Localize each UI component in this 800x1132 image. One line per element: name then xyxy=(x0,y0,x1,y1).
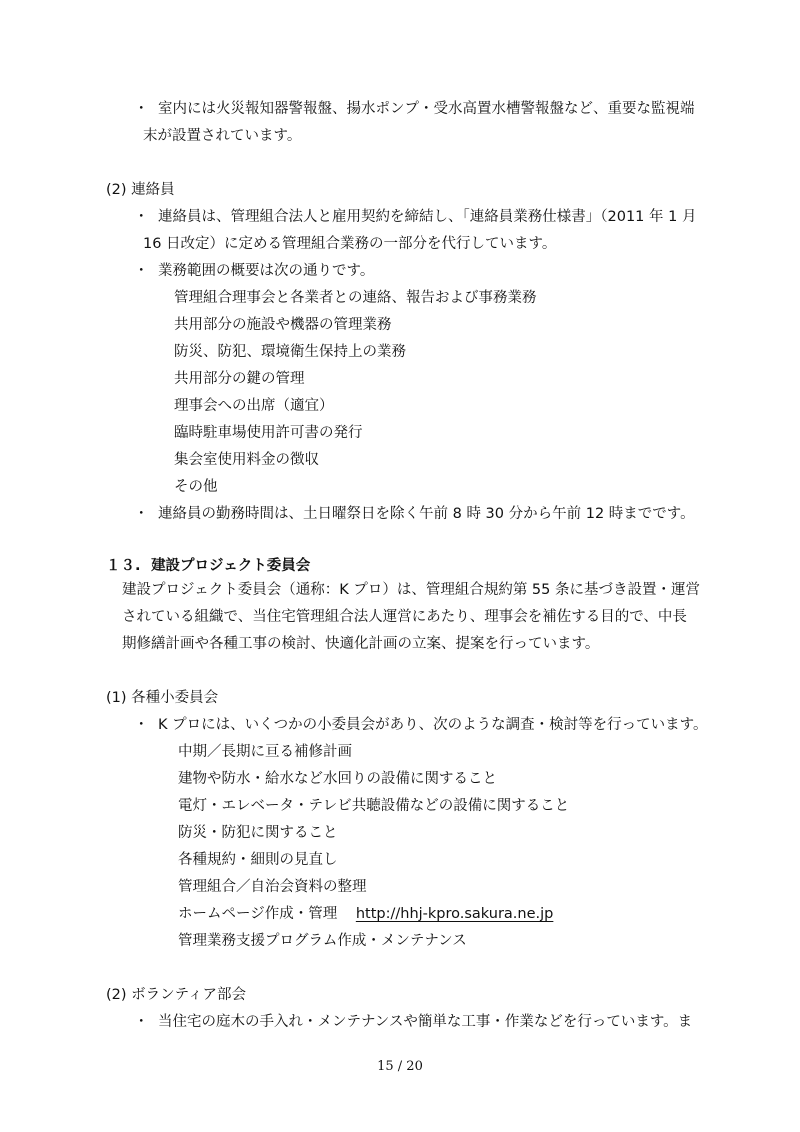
list-item: 共用部分の鍵の管理 xyxy=(174,371,305,387)
para-line: されている組織で、当住宅管理組合法人運営にあたり、理事会を補佐する目的で、中長 xyxy=(122,609,687,625)
list-item xyxy=(178,904,553,924)
list-item: 共用部分の施設や機器の管理業務 xyxy=(174,317,392,333)
page-number: 15 / 20 xyxy=(377,1059,423,1074)
subsection-heading: (2) ボランティア部会 xyxy=(106,987,246,1003)
list-item: その他 xyxy=(174,479,218,495)
list-item: 防災、防犯、環境衛生保持上の業務 xyxy=(174,344,406,360)
section-heading xyxy=(106,556,310,576)
subsection-heading: (1) 各種小委員会 xyxy=(106,690,219,706)
section-title: 建設プロジェクト委員会 xyxy=(151,558,311,574)
section-number: １３. xyxy=(106,558,141,574)
bullet: ・ xyxy=(134,263,149,279)
list-item: 臨時駐車場使用許可書の発行 xyxy=(174,425,363,441)
bullet: ・ xyxy=(134,101,149,117)
bullet: ・ xyxy=(134,506,149,522)
list-item: 管理業務支援プログラム作成・メンテナンス xyxy=(178,933,467,949)
para-line: 期修繕計画や各種工事の検討、快適化計画の立案、提案を行っています。 xyxy=(122,636,600,652)
list-item: 集会室使用料金の徴収 xyxy=(174,452,319,468)
homepage-label: ホームページ作成・管理 xyxy=(178,906,338,922)
homepage-link[interactable]: http://hhj-kpro.sakura.ne.jp xyxy=(355,906,554,922)
list-item: 各種規約・細則の見直し xyxy=(178,852,338,868)
list-item: 建物や防水・給水など水回りの設備に関すること xyxy=(178,771,497,787)
list-item: 中期／長期に亘る補修計画 xyxy=(178,744,352,760)
bullet-text: 業務範囲の概要は次の通りです。 xyxy=(158,263,375,279)
list-item: 防災・防犯に関すること xyxy=(178,825,338,841)
list-item: 管理組合理事会と各業者との連絡、報告および事務業務 xyxy=(174,290,537,306)
list-item: 理事会への出席（適宜） xyxy=(174,398,334,414)
bullet-text: 16 日改定）に定める管理組合業務の一部分を代行しています。 xyxy=(143,236,557,252)
bullet: ・ xyxy=(134,209,149,225)
subsection-heading: (2) 連絡員 xyxy=(106,182,175,198)
list-item: 管理組合／自治会資料の整理 xyxy=(178,879,367,895)
bullet-text: 連絡員の勤務時間は、土日曜祭日を除く午前 8 時 30 分から午前 12 時までです。 xyxy=(158,506,695,522)
bullet: ・ xyxy=(134,717,149,733)
bullet-text: 連絡員は、管理組合法人と雇用契約を締結し、「連絡員業務仕様書」（2011 年 1 月 xyxy=(158,209,697,225)
bullet-text: K プロには、いくつかの小委員会があり、次のような調査・検討等を行っています。 xyxy=(158,717,708,733)
para-line: 室内には火災報知器警報盤、揚水ポンプ・受水高置水槽警報盤など、重要な監視端 xyxy=(158,101,695,117)
para-line: 建設プロジェクト委員会（通称：K プロ）は、管理組合規約第 55 条に基づき設置・運営 xyxy=(122,582,700,598)
para-line: 末が設置されています。 xyxy=(143,128,302,144)
list-item: 電灯・エレベータ・テレビ共聴設備などの設備に関すること xyxy=(178,798,570,814)
bullet: ・ xyxy=(134,1014,149,1030)
bullet-text: 当住宅の庭木の手入れ・メンテナンスや簡単な工事・作業などを行っています。ま xyxy=(158,1014,693,1030)
